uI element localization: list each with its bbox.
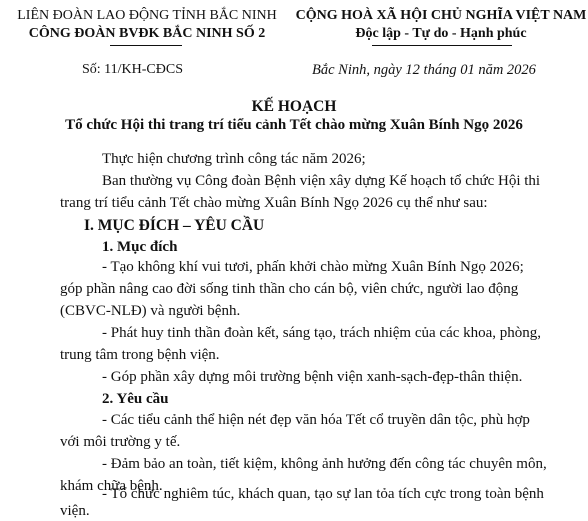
requirements-line-2: với môi trường y tế. xyxy=(60,434,181,450)
purpose-line-4: - Phát huy tinh thần đoàn kết, sáng tạo, trách nhiệm của các khoa, phòng, xyxy=(102,325,542,341)
purpose-line-2: góp phần nâng cao đời sống tinh thần cho cán bộ, viên chức, người lao động xyxy=(60,281,519,297)
requirements-line-1: - Các tiểu cảnh thể hiện nét đẹp văn hóa Tết cổ truyền dân tộc, phù hợp xyxy=(102,412,530,428)
org-name: CÔNG ĐOÀN BVĐK BẮC NINH SỐ 2 xyxy=(28,26,266,41)
requirements-line-4: khám chữa bệnh. xyxy=(60,478,163,494)
requirements-heading: 2. Yêu cầu xyxy=(102,391,169,407)
motto: Độc lập - Tự do - Hạnh phúc xyxy=(355,26,527,41)
document-title: KẾ HOẠCH xyxy=(251,98,337,115)
org-parent-name: LIÊN ĐOÀN LAO ĐỘNG TỈNH BẮC NINH xyxy=(17,8,277,23)
document-subtitle: Tổ chức Hội thi trang trí tiểu cảnh Tết chào mừng Xuân Bính Ngọ 2026 xyxy=(65,117,523,133)
requirements-line-5: - Tổ chức nghiêm túc, khách quan, tạo sự lan tỏa tích cực trong toàn bệnh xyxy=(102,486,544,502)
motto-underline xyxy=(372,45,512,46)
purpose-line-3: (CBVC-NLĐ) và người bệnh. xyxy=(60,303,241,319)
place-date: Bắc Ninh, ngày 12 tháng 01 năm 2026 xyxy=(312,62,536,78)
intro-line-2: Ban thường vụ Công đoàn Bệnh viện xây dựng Kế hoạch tổ chức Hội thi xyxy=(102,173,541,189)
requirements-line-3: - Đảm bảo an toàn, tiết kiệm, không ảnh hưởng đến công tác chuyên môn, xyxy=(102,456,547,472)
document-number: Số: 11/KH-CĐCS xyxy=(82,62,184,77)
purpose-heading: 1. Mục đích xyxy=(102,239,178,255)
purpose-line-1: - Tạo không khí vui tươi, phấn khởi chào mừng Xuân Bính Ngọ 2026; xyxy=(102,259,524,275)
nation-title: CỘNG HOÀ XÃ HỘI CHỦ NGHĨA VIỆT NAM xyxy=(295,8,587,23)
org-underline xyxy=(110,45,182,46)
section-heading: I. MỤC ĐÍCH – YÊU CẦU xyxy=(84,217,265,234)
intro-line-3: trang trí tiểu cảnh Tết chào mừng Xuân Bính Ngọ 2026 cụ thể như sau: xyxy=(60,195,488,211)
purpose-line-6: - Góp phần xây dựng môi trường bệnh viện xanh-sạch-đẹp-thân thiện. xyxy=(102,369,523,385)
requirements-line-6: viện. xyxy=(60,503,90,519)
purpose-line-5: trung tâm trong bệnh viện. xyxy=(60,347,220,363)
intro-line-1: Thực hiện chương trình công tác năm 2026; xyxy=(102,151,366,167)
